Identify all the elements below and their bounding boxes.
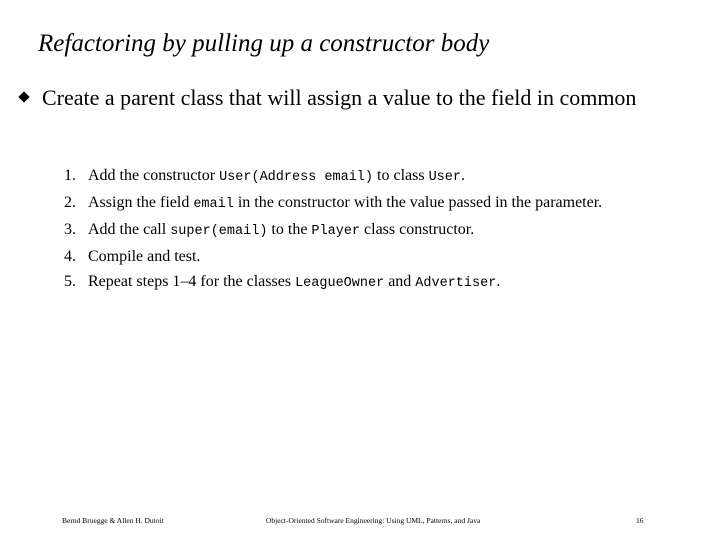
step-number: 5. bbox=[64, 273, 76, 290]
step-code: LeagueOwner bbox=[295, 276, 385, 291]
slide-title: Refactoring by pulling up a constructor body bbox=[38, 30, 490, 57]
step-text: Repeat steps 1–4 for the classes bbox=[88, 273, 296, 290]
step-code: User bbox=[428, 170, 461, 185]
bullet-text: Create a parent class that will assign a value to the field in common bbox=[42, 85, 637, 110]
step-2 bbox=[64, 190, 714, 217]
diamond-bullet-icon bbox=[18, 91, 29, 102]
step-text: . bbox=[496, 273, 501, 290]
step-text: to the bbox=[267, 221, 312, 238]
step-code: super(email) bbox=[170, 224, 268, 239]
step-number: 1. bbox=[64, 167, 76, 184]
step-text: to class bbox=[373, 167, 429, 184]
step-3 bbox=[64, 217, 714, 244]
step-4 bbox=[64, 244, 714, 269]
footer-book-title: Object-Oriented Software Engineering: Using UML, Patterns, and Java bbox=[266, 516, 481, 525]
step-text: Add the call bbox=[88, 221, 171, 238]
footer-authors: Bernd Bruegge & Allen H. Dutoit bbox=[62, 516, 164, 525]
step-text: Compile and test. bbox=[88, 248, 201, 265]
step-number: 2. bbox=[64, 194, 76, 211]
step-1 bbox=[64, 163, 714, 190]
step-5 bbox=[64, 269, 714, 296]
bullet-point bbox=[20, 86, 700, 110]
step-code: email bbox=[193, 197, 234, 212]
step-number: 4. bbox=[64, 248, 76, 265]
step-text: . bbox=[460, 167, 465, 184]
footer-page-number: 16 bbox=[636, 516, 644, 525]
step-code: Advertiser bbox=[415, 276, 497, 291]
step-text: Assign the field bbox=[88, 194, 194, 211]
step-number: 3. bbox=[64, 221, 76, 238]
step-text: Add the constructor bbox=[88, 167, 220, 184]
step-text: in the constructor with the value passed in the parameter. bbox=[233, 194, 603, 211]
step-code: Player bbox=[311, 224, 361, 239]
step-text: class constructor. bbox=[360, 221, 475, 238]
step-text: and bbox=[384, 273, 416, 290]
step-code: User(Address email) bbox=[219, 170, 374, 185]
steps-list bbox=[64, 163, 714, 296]
